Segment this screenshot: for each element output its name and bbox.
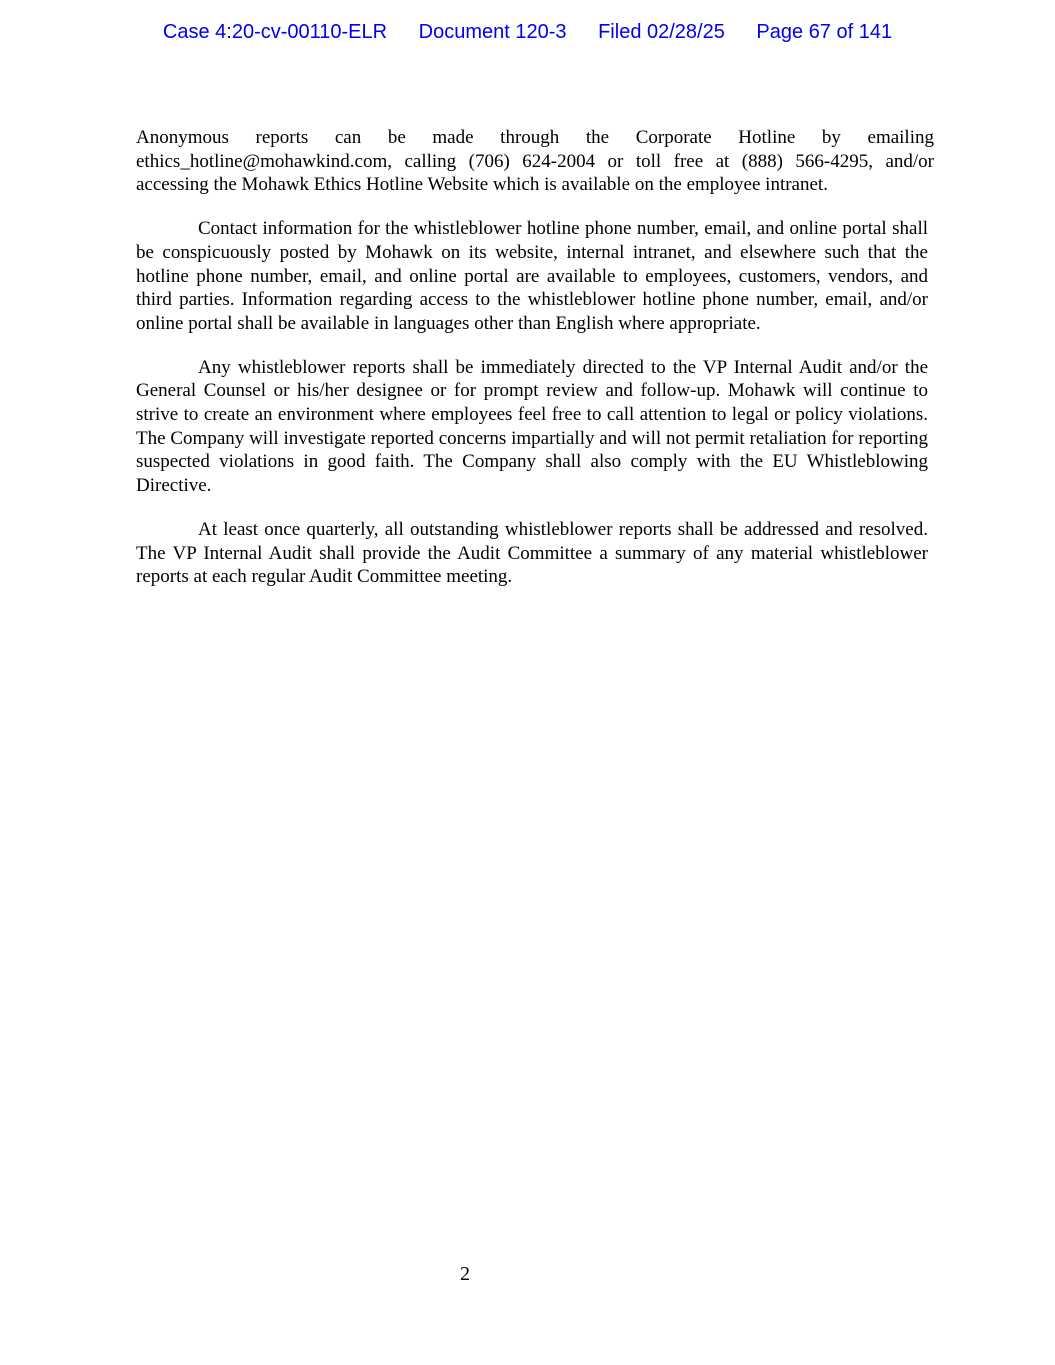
paragraph-report-handling: Any whistleblower reports shall be immediately directed to the VP Internal Audit and/or the General Counsel or his/her designee or for prompt review and follow-up. Mohawk will continue to strive to create an environment where employees feel free to call attention to legal or policy violations. The Company will investigate reported concerns impartially and will not permit retaliation for reporting suspected violations in good faith. The Company shall also comply with the EU Whistleblowing Directive. — [136, 356, 928, 497]
paragraph-quarterly-review: At least once quarterly, all outstanding whistleblower reports shall be addressed and resolved. The VP Internal Audit shall provide the Audit Committee a summary of any material whistleblower reports at each regular Audit Committee meeting. — [136, 518, 928, 588]
paragraph-contact-information: Contact information for the whistleblower hotline phone number, email, and online portal shall be conspicuously posted by Mohawk on its website, internal intranet, and elsewhere such that the hotline phone number, email, and online portal are available to employees, customers, vendors, and third parties. Information regarding access to the whistleblower hotline phone number, email, and/or online portal shall be available in languages other than English where appropriate. — [136, 218, 928, 334]
page-number: 2 — [460, 1263, 470, 1285]
page-count: Page 67 of 141 — [756, 21, 893, 43]
document-body — [136, 126, 934, 609]
paragraph-anonymous-reports: Anonymous reports can be made through the Corporate Hotline by emailing ethics_hotline@mohawkind.com, calling (706) 624-2004 or toll free at (888) 566-4295, and/or accessing the Mohawk Ethics Hotline Website which is available on the employee intranet. — [136, 127, 934, 196]
court-filing-header — [0, 19, 1055, 45]
case-number: Case 4:20-cv-00110-ELR — [162, 21, 388, 43]
document-number: Document 120-3 — [418, 21, 567, 43]
filed-date: Filed 02/28/25 — [598, 21, 725, 43]
